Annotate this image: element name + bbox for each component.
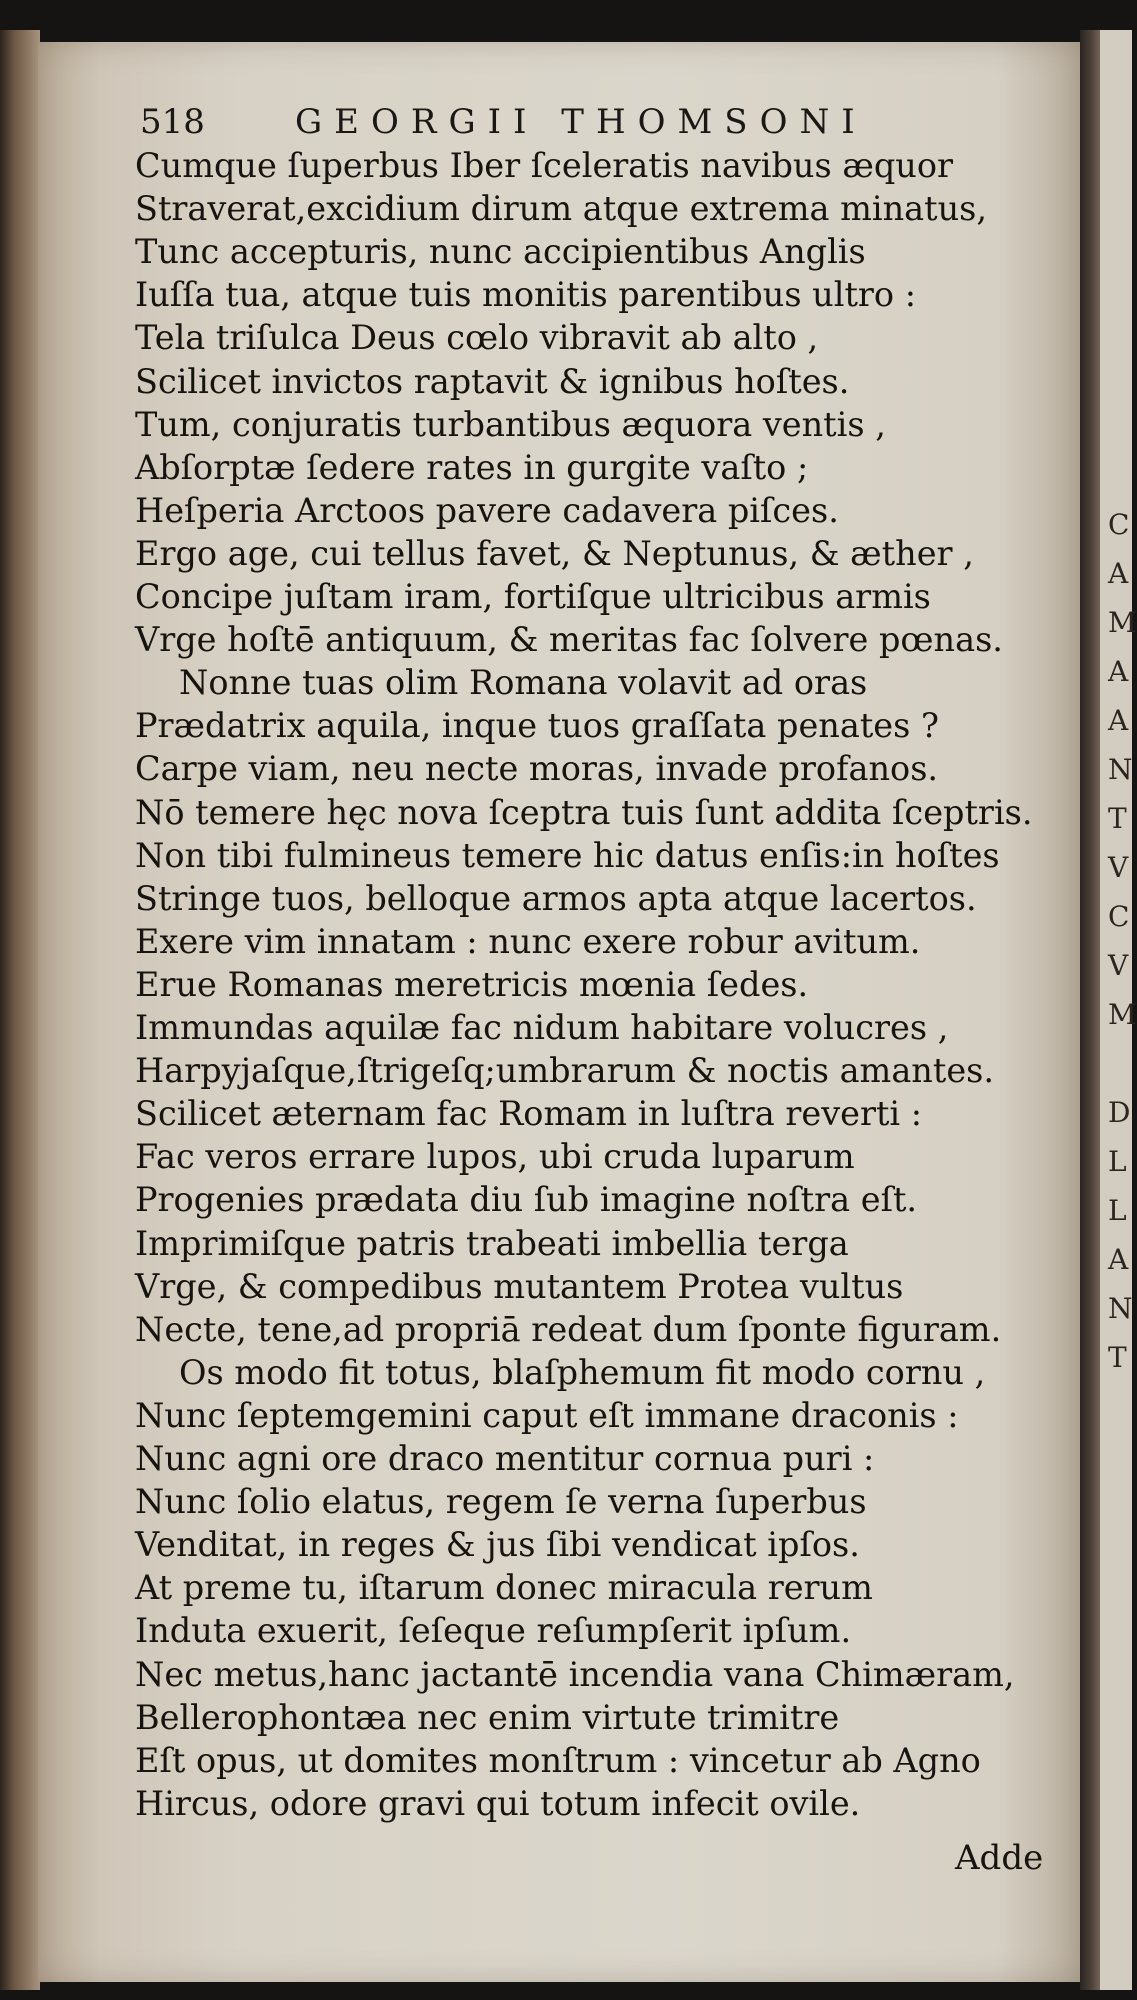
poem-line: Hircus, odore gravi qui totum infecit ovile.: [135, 1783, 861, 1823]
facing-page-letter: V: [1108, 949, 1129, 982]
poem-line: Vrge, & compedibus mutantem Protea vultus: [135, 1266, 904, 1306]
poem-line: Scilicet æternam fac Romam in luſtra reverti :: [135, 1094, 923, 1134]
facing-page-letter: A: [1108, 1243, 1129, 1276]
poem-line: Bellerophontæa nec enim virtute trimitre: [135, 1697, 840, 1737]
facing-page-letter: D: [1108, 1096, 1131, 1129]
poem-text: [135, 146, 1070, 1921]
poem-line: Imprimiſque patris trabeati imbellia terga: [135, 1223, 849, 1263]
poem-line: Tela triſulca Deus cœlo vibravit ab alto ,: [135, 318, 819, 358]
poem-line: Tum, conjuratis turbantibus æquora ventis ,: [135, 404, 886, 444]
poem-line: Nonne tuas olim Romana volavit ad oras: [179, 663, 868, 703]
poem-line: Vrge hoſtē antiquum, & meritas fac ſolvere pœnas.: [135, 620, 1003, 660]
book-gutter: [1080, 30, 1102, 1990]
poem-line: Abſorptæ ſedere rates in gurgite vaſto ;: [135, 447, 809, 487]
poem-line: Nec metus,hanc jactantē incendia vana Chimæram,: [135, 1654, 1015, 1694]
facing-page-letter: C: [1108, 508, 1130, 541]
poem-line: Fac veros errare lupos, ubi cruda luparum: [135, 1137, 855, 1177]
poem-line: Non tibi fulmineus temere hic datus enſis:in hoſtes: [135, 835, 1000, 875]
facing-page-letter: T: [1108, 1341, 1127, 1374]
poem-line: Os modo fit totus, blaſphemum fit modo cornu ,: [179, 1352, 986, 1392]
running-head: [140, 100, 1070, 144]
facing-page-letter: C: [1108, 900, 1130, 933]
poem-line: Prædatrix aquila, inque tuos graſſata penates ?: [135, 706, 939, 746]
poem-line: Nunc agni ore draco mentitur cornua puri :: [135, 1439, 875, 1478]
poem-line: Immundas aquilæ fac nidum habitare volucres ,: [135, 1008, 949, 1047]
poem-line: Nunc ſeptemgemini caput eſt immane draconis :: [135, 1395, 959, 1435]
facing-page-letter: N: [1108, 753, 1133, 786]
facing-page-letter: V: [1108, 851, 1129, 884]
poem-line: Exere vim innatam : nunc exere robur avitum.: [135, 921, 921, 961]
facing-page-letter: M: [1108, 998, 1137, 1031]
poem-line: Stringe tuos, belloque armos apta atque lacertos.: [135, 878, 977, 918]
poem-line: Ergo age, cui tellus favet, & Neptunus, & æther ,: [135, 533, 974, 573]
poem-line: Induta exuerit, ſeſeque reſumpſerit ipſum.: [135, 1611, 852, 1651]
poem-line: Nunc ſolio elatus, regem ſe verna ſuperbus: [135, 1482, 867, 1522]
poem-line: Eſt opus, ut domites monſtrum : vincetur ab Agno: [135, 1740, 981, 1780]
poem-line: Cumque ſuperbus Iber ſceleratis navibus æquor: [135, 146, 954, 185]
poem-line: Straverat,excidium dirum atque extrema minatus,: [135, 189, 987, 229]
poem-line: Venditat, in reges & jus ſibi vendicat ipſos.: [135, 1525, 860, 1565]
poem-line: Carpe viam, neu necte moras, invade profanos.: [135, 749, 939, 789]
facing-page-letter: N: [1108, 1292, 1133, 1325]
page-number: 518: [140, 102, 205, 142]
facing-page-letter: A: [1108, 655, 1129, 688]
poem-line: Nō temere hęc nova ſceptra tuis ſunt addita ſceptris.: [135, 792, 1033, 832]
poem-line: Concipe juſtam iram, fortiſque ultricibus armis: [135, 577, 931, 616]
poem-line: Tunc accepturis, nunc accipientibus Anglis: [135, 232, 866, 272]
facing-page-letter: M: [1108, 606, 1137, 639]
poem-line: Harpyjaſque,ſtrigeſq;umbrarum & noctis amantes.: [135, 1051, 994, 1091]
catchword: Adde: [955, 1838, 1044, 1878]
running-title: GEORGII THOMSONI: [295, 102, 867, 142]
poem-line: Progenies prædata diu ſub imagine noſtra eſt.: [135, 1180, 918, 1220]
poem-line: Iuſſa tua, atque tuis monitis parentibus ultro :: [135, 275, 917, 315]
poem-line: Scilicet invictos raptavit & ignibus hoſtes.: [135, 361, 850, 401]
facing-page-letter: T: [1108, 802, 1127, 835]
facing-page-letter: L: [1108, 1145, 1127, 1178]
poem-line: Heſperia Arctoos pavere cadavera piſces.: [135, 490, 839, 530]
facing-page-letter: A: [1108, 557, 1129, 590]
book-binding-left: [0, 30, 40, 1990]
facing-page-letter: [1108, 1039, 1132, 1088]
poem-line: Erue Romanas meretricis mœnia ſedes.: [135, 964, 809, 1004]
facing-page-letter: L: [1108, 1194, 1127, 1227]
facing-page-letter: A: [1108, 704, 1129, 737]
facing-page-letters: [1108, 500, 1137, 1800]
poem-line: Necte, tene,ad propriā redeat dum ſponte figuram.: [135, 1309, 1002, 1349]
poem-line: At preme tu, iſtarum donec miracula rerum: [135, 1568, 873, 1608]
